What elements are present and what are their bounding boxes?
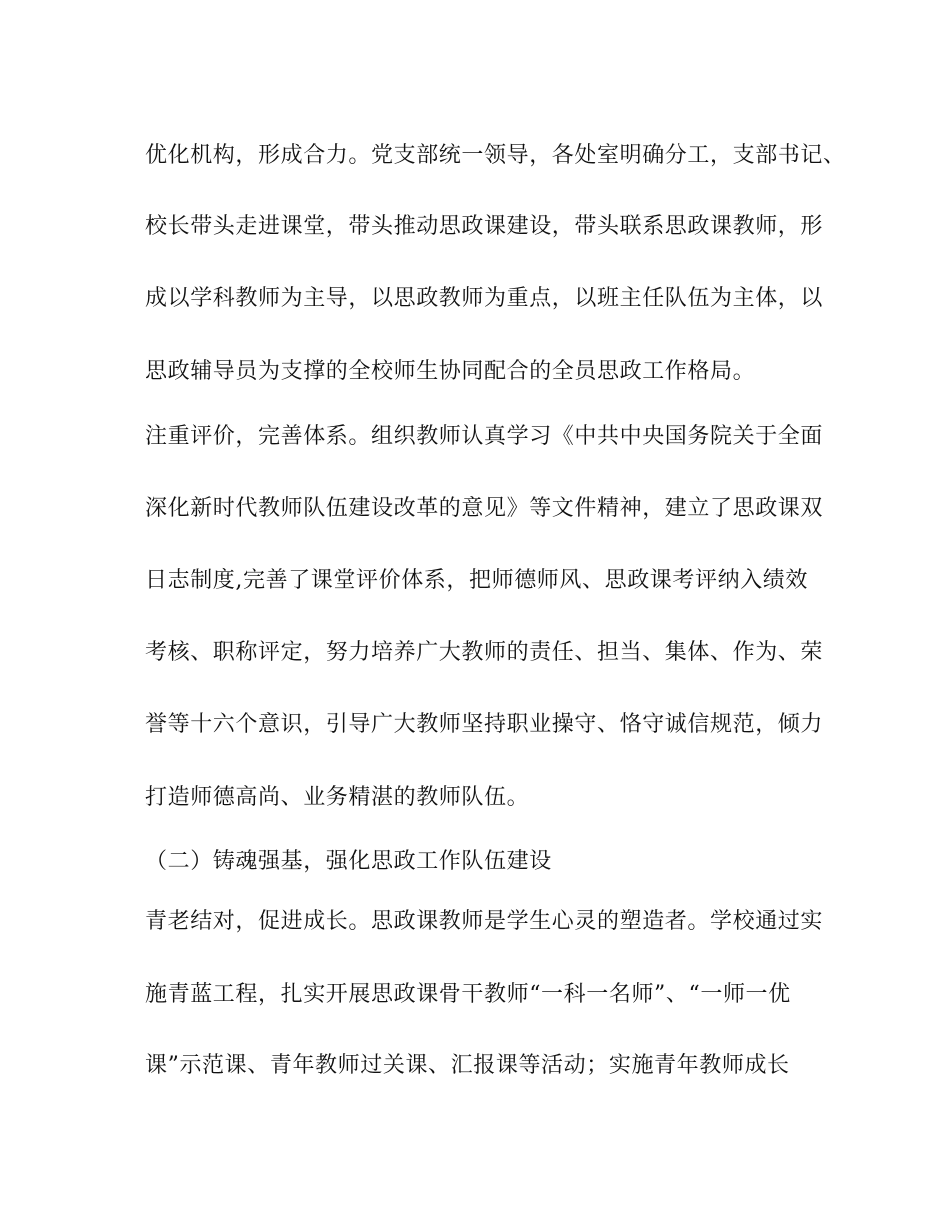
text-line: 课”示范课、青年教师过关课、汇报课等活动；实施青年教师成长: [145, 1053, 790, 1078]
text-line: 校长带头走进课堂，带头推动思政课建设，带头联系思政课教师，形: [145, 214, 824, 239]
text-line: 考核、职称评定，努力培养广大教师的责任、担当、集体、作为、荣: [145, 640, 824, 665]
text-line: 注重评价，完善体系。组织教师认真学习《中共中央国务院关于全面: [145, 424, 824, 449]
text-line: 青老结对，促进成长。思政课教师是学生心灵的塑造者。学校通过实: [145, 909, 824, 934]
text-line: 优化机构，形成合力。党支部统一领导，各处室明确分工，支部书记、: [145, 143, 846, 168]
text-line: 思政辅导员为支撑的全校师生协同配合的全员思政工作格局。: [145, 359, 756, 384]
section-heading-text: （二）铸魂强基，强化思政工作队伍建设: [145, 849, 552, 874]
text-line: 深化新时代教师队伍建设改革的意见》等文件精神，建立了思政课双: [145, 496, 824, 521]
text-line: 誉等十六个意识，引导广大教师坚持职业操守、恪守诚信规范，倾力: [145, 712, 824, 737]
text-line: 成以学科教师为主导，以思政教师为重点，以班主任队伍为主体，以: [145, 286, 824, 311]
text-line: 打造师德高尚、业务精湛的教师队伍。: [145, 785, 530, 810]
text-line: 施青蓝工程，扎实开展思政课骨干教师“一科一名师”、“一师一优: [145, 982, 791, 1007]
text-line: 日志制度,完善了课堂评价体系，把师德师风、思政课考评纳入绩效: [145, 568, 808, 593]
